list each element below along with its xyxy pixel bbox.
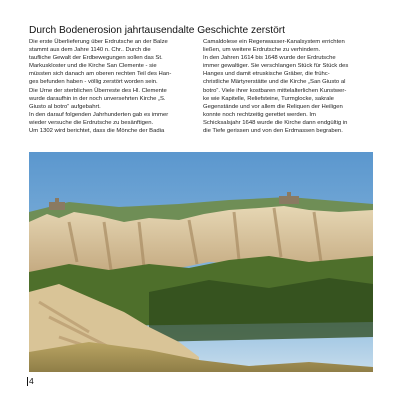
text-line: müssten sich danach am oberen rechten Teil des Han- (29, 71, 172, 78)
text-line: Markuskloster und die Kirche San Clemente - sie (29, 63, 157, 70)
text-line: die Tiefe gerissen und von den Erdmassen begraben. (203, 128, 343, 135)
text-line: Um 1302 wird berichtet, dass die Mönche der Badia (29, 128, 165, 135)
text-line: ließen, um weitere Erdrutsche zu verhindern. (203, 47, 321, 54)
text-line: konnte noch rechtzeitig gerettet werden. Im (203, 111, 316, 118)
text-line: ges befunden haben - völlig zerstört worden sein. (29, 79, 158, 86)
text-line: christliche Märtyrerstätte und die Kirche „San Giusto al (203, 79, 346, 86)
forest-shadow (149, 278, 373, 342)
text-line: wurde daraufhin in der noch unversehrten Kirche „S. (29, 95, 166, 102)
text-column-left (29, 38, 194, 135)
text-line: In den Jahren 1614 bis 1648 wurde der Erdrutsche (203, 55, 336, 62)
page-number: 4 (29, 376, 34, 386)
text-line: wieder versuche die Erdrutsche zu besänftigen. (29, 119, 154, 126)
landscape-photo (29, 152, 373, 372)
text-line: In den darauf folgenden Jahrhunderten gab es immer (29, 111, 169, 118)
text-column-right (203, 38, 373, 135)
text-line: Die erste Überlieferung über Erdrutsche an der Balze (29, 39, 168, 45)
text-line: Schicksalsjahr 1648 wurde die Kirche dann endgültig in (203, 119, 348, 126)
page-title: Durch Bodenerosion jahrtausendalte Geschichte zerstört (29, 25, 285, 36)
text-line: Camaldolese ein Regenwasser-Kanalsystem errichten (203, 39, 345, 45)
balze-erosion-landscape-image (29, 152, 373, 372)
text-line: botro“. Viele ihrer kostbaren mittelalterlichen Kunstwer- (203, 87, 347, 94)
text-line: taufliche Gewalt der Erdbewegungen sollen das St. (29, 55, 163, 62)
text-line: Gegenstände und vor allem die Reliquen der Heiligen (203, 103, 343, 110)
text-line: Hanges und damit etruskische Gräber, die frühc- (203, 71, 330, 78)
text-line: Die Urne der sterblichen Überreste des Hl. Clemente (29, 87, 167, 94)
text-line: stammt aus dem Jahre 1140 n. Chr.. Durch die (29, 47, 151, 54)
text-line: Giusto al botro“ aufgebahrt. (29, 103, 101, 110)
text-line: ke wie Kapitelle, Reliefsteine, Turmglocke, sakrale (203, 95, 334, 102)
text-line: immer gewaltiger. Sie verschlangen Stück für Stück des (203, 63, 349, 70)
